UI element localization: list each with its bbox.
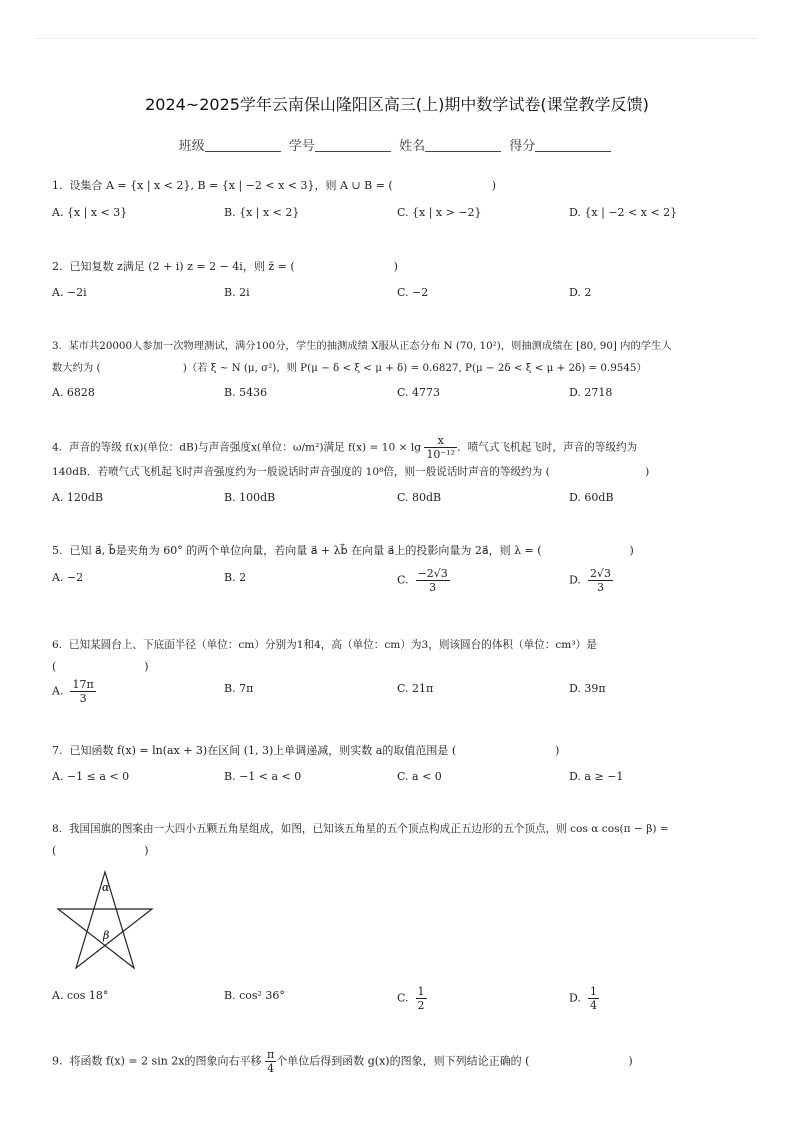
q1-option-b[interactable]: B. {x | x < 2} [224,206,300,219]
question-stem: 声音的等级 f(x)(单位：dB)与声音强度x(单位：ω/m²)满足 f(x) = 10 × lg [68,441,422,454]
score-blank[interactable] [535,138,611,152]
question-9 [52,1048,742,1075]
question-stem: 将函数 f(x) = 2 sin 2x的图象向右平移 [69,1054,262,1068]
q5-option-c[interactable]: C. $\frac{-2√3}{3}$ [397,567,448,594]
q5-option-a[interactable]: A. −2 [52,571,84,584]
question-number: 9. [52,1054,63,1068]
score-label: 得分 [509,139,536,154]
question-4 [52,434,742,483]
exam-title: 2024~2025学年云南保山隆阳区高三(上)期中数学试卷(课堂教学反馈) [145,95,649,114]
pentagram-figure [52,866,158,976]
class-label: 班级 [178,139,205,154]
question-5 [52,540,742,562]
q3-option-b[interactable]: B. 5436 [224,386,268,399]
question-6 [52,634,742,678]
q2-option-c[interactable]: C. −2 [397,286,429,299]
question-8 [52,818,742,862]
q8-option-c[interactable]: C. $\frac{1}{2}$ [397,985,425,1012]
question-number: 5. [52,544,63,557]
question-number: 2. [52,260,63,273]
fraction: $\frac{2√3}{3}$ [589,567,611,594]
question-number: 8. [52,823,63,835]
q3-option-d[interactable]: D. 2718 [569,386,613,399]
q4-option-b[interactable]: B. 100dB [224,491,276,504]
id-blank[interactable] [315,138,391,152]
question-7 [52,740,742,762]
q7-option-b[interactable]: B. −1 < a < 0 [224,770,302,783]
angle-alpha-label: α [102,881,110,894]
question-number: 6. [52,639,63,651]
q6-option-c[interactable]: C. 21π [397,682,434,695]
q5-option-d[interactable]: D. $\frac{2√3}{3}$ [569,567,611,594]
q8-option-d[interactable]: D. $\frac{1}{4}$ [569,985,597,1012]
q3-option-c[interactable]: C. 4773 [397,386,441,399]
q6-option-a[interactable]: A. $\frac{17\pi}{3}$ [52,678,94,705]
question-stem-line2: ( ) [52,660,149,673]
q1-option-d[interactable]: D. {x | −2 < x < 2} [569,206,678,219]
q4-option-c[interactable]: C. 80dB [397,491,442,504]
question-stem-cont: 个单位后得到函数 g(x)的图象，则下列结论正确的 ( ) [276,1054,633,1068]
question-stem-cont: ．喷气式飞机起飞时，声音的等级约为 [457,441,638,454]
question-stem-line2: 数大约为 ( )（若 ξ ∼ N (μ, σ²)，则 P(μ − δ < ξ < μ + δ) = 0.6827, P(μ − 2δ < ξ < μ + 2δ) = 0.9545） [52,362,647,374]
student-info-line [0,135,794,154]
question-stem: 已知某圆台上、下底面半径（单位：cm）分别为1和4，高（单位：cm）为3，则该圆台的体积（单位：cm³）是 [68,639,597,651]
q5-option-b[interactable]: B. 2 [224,571,247,584]
q7-option-c[interactable]: C. a < 0 [397,770,442,783]
q1-option-c[interactable]: C. {x | x > −2} [397,206,482,219]
top-divider [36,38,758,39]
q2-option-d[interactable]: D. 2 [569,286,592,299]
question-stem: 某市共20000人参加一次物理测试，满分100分，学生的抽测成绩 X服从正态分布 N (70, 10²)，则抽测成绩在 [80, 90] 内的学生人 [68,340,672,352]
q2-option-a[interactable]: A. −2i [52,286,87,299]
q7-option-d[interactable]: D. a ≥ −1 [569,770,624,783]
question-stem: 已知 a⃗, b⃗是夹角为 60° 的两个单位向量，若向量 a⃗ + λb⃗ 在向量 a⃗上的投影向量为 2a⃗，则 λ = ( ) [69,544,634,557]
question-stem: 我国国旗的图案由一大四小五颗五角星组成，如图，已知该五角星的五个顶点构成正五边形的五个顶点，则 cos α cos(π − β) = [68,823,669,835]
question-3 [52,335,742,379]
question-number: 7. [52,744,63,757]
question-stem: 已知复数 z满足 (2 + i) z = 2 − 4i，则 z̄ = ( ) [69,260,398,273]
question-number: 3. [52,340,62,352]
question-stem-line2: 140dB．若喷气式飞机起飞时声音强度约为一般说话时声音强度的 10⁸倍，则一般说话时声音的等级约为 ( ) [52,466,650,478]
fraction: $\frac{-2√3}{3}$ [417,567,448,594]
fraction: $\frac{17\pi}{3}$ [72,678,94,705]
fraction: $\frac{x}{\text{10⁻¹²}}$ [426,434,456,461]
q8-option-b[interactable]: B. cos² 36° [224,989,285,1002]
question-1 [52,175,742,197]
fraction: $\frac{1}{4}$ [589,985,597,1012]
question-number: 4. [52,441,63,454]
class-blank[interactable] [205,138,281,152]
question-number: 1. [52,179,63,192]
q1-option-a[interactable]: A. {x | x < 3} [52,206,128,219]
question-stem-line2: ( ) [52,844,149,857]
question-stem: 设集合 A = {x | x < 2}, B = {x | −2 < x < 3}，则 A ∪ B = ( ) [69,179,497,192]
name-blank[interactable] [425,138,501,152]
fraction: $\frac{\pi}{4}$ [267,1048,275,1075]
q3-option-a[interactable]: A. 6828 [52,386,95,399]
question-stem: 已知函数 f(x) = ln(ax + 3)在区间 (1, 3)上单调递减，则实数 a的取值范围是 ( ) [69,744,560,757]
q6-option-b[interactable]: B. 7π [224,682,254,695]
q8-option-a[interactable]: A. cos 18° [52,989,109,1002]
q4-option-a[interactable]: A. 120dB [52,491,104,504]
id-label: 学号 [288,139,315,154]
q4-option-d[interactable]: D. 60dB [569,491,614,504]
name-label: 姓名 [399,139,426,154]
q2-option-b[interactable]: B. 2i [224,286,250,299]
q6-option-d[interactable]: D. 39π [569,682,606,695]
question-2 [52,256,742,278]
fraction: $\frac{1}{2}$ [417,985,425,1012]
angle-beta-label: β [103,929,110,942]
q7-option-a[interactable]: A. −1 ≤ a < 0 [52,770,130,783]
